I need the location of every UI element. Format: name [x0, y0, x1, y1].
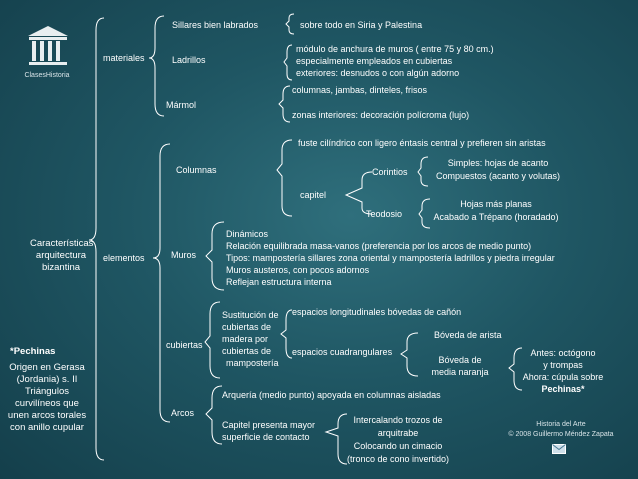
cupula-line: Antes: octógono [530, 348, 596, 358]
materiales-label: materiales [103, 53, 145, 63]
bracket-teodosio [419, 199, 430, 228]
muros-line: Reflejan estructura interna [226, 277, 332, 287]
cubiertas-label: cubiertas [166, 340, 203, 350]
ladrillos-label: Ladrillos [172, 55, 206, 65]
capitel-label: capitel [300, 190, 327, 200]
credit-line: © 2008 Guillermo Méndez Zapata [508, 431, 614, 438]
boveda-media-naranja-line: Bóveda de [438, 355, 482, 365]
muros-line: Relación equilibrada masa-vanos (preferencia por los arcos de medio punto) [226, 241, 532, 251]
bracket-capitel [346, 172, 372, 214]
root-label: Características arquitectura bizantina [30, 238, 94, 273]
ladrillos-line: exteriores: desnudos o con algún adorno [296, 68, 460, 78]
teodosio-label: Teodosio [366, 209, 403, 219]
temple-icon [22, 22, 74, 74]
sustitucion-line: mampostería [226, 358, 279, 368]
boveda-media-naranja-line: media naranja [431, 367, 489, 377]
logo-caption: ClasesHistoria [24, 72, 70, 79]
bracket-columnas [277, 140, 292, 216]
bracket-sustitucion [281, 310, 292, 358]
muros-line: Tipos: mampostería sillares zona oriental y mampostería ladrillos y piedra irregular [226, 253, 555, 263]
columnas-fuste: fuste cilíndrico con ligero éntasis central y prefieren sin aristas [298, 138, 546, 148]
muros-label: Muros [171, 250, 197, 260]
longitudinales-text: espacios longitudinales bóvedas de cañón [292, 307, 462, 317]
intercalando-line: arquitrabe [377, 428, 419, 438]
corintios-line: Compuestos (acanto y volutas) [435, 171, 561, 181]
bracket-corintios [418, 157, 428, 186]
ladrillos-line: especialmente empleados en cubiertas [296, 56, 453, 66]
pechinas-text: Origen en Gerasa (Jordania) s. II Triángulos curvilíneos que unen arcos torales con anillo cupular [7, 362, 87, 433]
sillares-desc: sobre todo en Siria y Palestina [300, 20, 423, 30]
intercalando-line: Colocando un cimacio [353, 441, 443, 451]
intercalando-line: Intercalando trozos de [353, 415, 443, 425]
bracket-materiales [149, 16, 164, 116]
teodosio-line: Acabado a Trépano (horadado) [433, 212, 559, 222]
muros-line: Dinámicos [226, 229, 269, 239]
marmol-label: Mármol [166, 100, 197, 110]
pechinas-heading: *Pechinas [10, 346, 56, 357]
cuadrangulares-text: espacios cuadrangulares [292, 347, 393, 357]
bracket-cubiertas [205, 302, 220, 378]
marmol-line: zonas interiores: decoración polícroma (lujo) [292, 110, 470, 120]
capitel-contacto-line: Capitel presenta mayor [222, 420, 316, 430]
sustitucion-line: cubiertas de [222, 346, 272, 356]
sustitucion-line: madera por [222, 334, 269, 344]
elementos-label: elementos [103, 253, 145, 263]
teodosio-line: Hojas más planas [460, 199, 532, 209]
arqueria-text: Arquería (medio punto) apoyada en columnas aisladas [222, 390, 441, 400]
boveda-arista: Bóveda de arista [434, 330, 502, 340]
bracket-muros [206, 222, 224, 290]
bracket-ladrillos [284, 45, 292, 80]
cupula-line: Pechinas* [541, 384, 585, 394]
bracket-elementos [153, 144, 170, 422]
cupula-line: Ahora: cúpula sobre [522, 372, 604, 382]
sustitucion-line: cubiertas de [222, 322, 272, 332]
corintios-label: Corintios [372, 167, 408, 177]
arcos-label: Arcos [171, 408, 195, 418]
ladrillos-line: módulo de anchura de muros ( entre 75 y 80 cm.) [296, 44, 494, 54]
cupula-line: y trompas [543, 360, 583, 370]
bracket-marmol [279, 86, 290, 122]
credit-line: Historia del Arte [536, 421, 586, 428]
intercalando-line: (tronco de cono invertido) [346, 454, 450, 464]
corintios-line: Simples: hojas de acanto [447, 158, 549, 168]
bracket-cuadrangulares [401, 333, 418, 376]
capitel-contacto-line: superficie de contacto [222, 432, 310, 442]
bracket-sillares [286, 14, 294, 34]
muros-line: Muros austeros, con pocos adornos [226, 265, 370, 275]
columnas-label: Columnas [176, 165, 217, 175]
sillares-label: Sillares bien labrados [172, 20, 259, 30]
bracket-arcos [206, 386, 222, 444]
sustitucion-line: Sustitución de [222, 310, 279, 320]
mail-icon[interactable] [552, 444, 566, 454]
marmol-line: columnas, jambas, dinteles, frisos [292, 85, 428, 95]
